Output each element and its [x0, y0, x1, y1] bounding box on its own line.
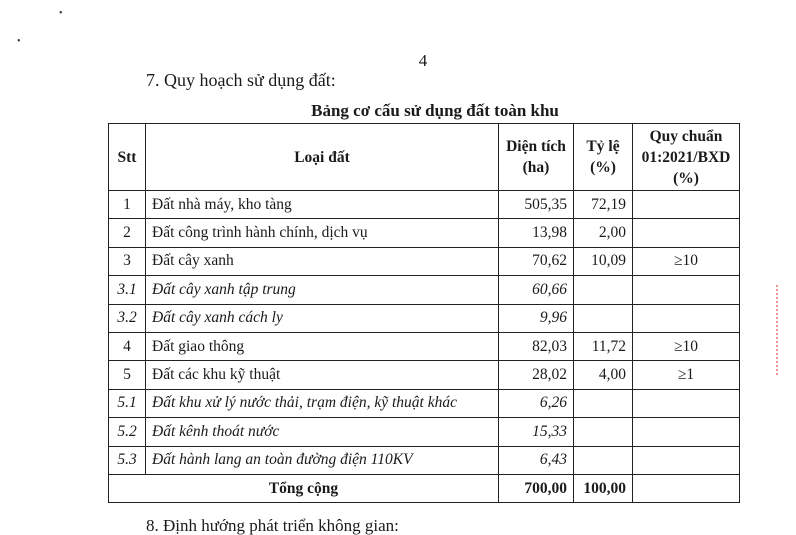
row-land-type: Đất các khu kỹ thuật: [146, 361, 499, 389]
row-ratio: [574, 389, 633, 417]
row-stt: 5.1: [109, 389, 146, 417]
row-standard: [633, 191, 740, 219]
row-area: 82,03: [499, 332, 574, 360]
table-row: [109, 304, 740, 332]
table-header-row: [109, 124, 740, 191]
header-ratio-line2: (%): [590, 159, 616, 176]
table-row: [109, 389, 740, 417]
header-area-line1: Diện tích: [506, 138, 566, 155]
section-heading: 7. Quy hoạch sử dụng đất:: [146, 70, 336, 90]
row-ratio: 2,00: [574, 219, 633, 247]
header-standard-line2: 01:2021/BXD: [641, 148, 731, 166]
table-row: [109, 418, 740, 446]
row-area: 70,62: [499, 247, 574, 275]
row-land-type: Đất cây xanh cách ly: [146, 304, 499, 332]
row-area: 6,26: [499, 389, 574, 417]
row-stt: 3: [109, 247, 146, 275]
scan-dot: •: [17, 36, 21, 47]
row-ratio: [574, 276, 633, 304]
row-standard: [633, 389, 740, 417]
total-row: [109, 474, 740, 502]
total-area: 700,00: [499, 474, 574, 502]
row-standard: [633, 304, 740, 332]
row-stt: 5: [109, 361, 146, 389]
row-standard: [633, 446, 740, 474]
next-section-heading: 8. Định hướng phát triển không gian:: [146, 516, 399, 535]
row-land-type: Đất cây xanh: [146, 247, 499, 275]
header-area-line2: (ha): [522, 159, 550, 176]
header-standard-line3: (%): [673, 169, 699, 187]
row-standard: ≥10: [633, 332, 740, 360]
row-stt: 5.3: [109, 446, 146, 474]
row-standard: ≥10: [633, 247, 740, 275]
table-row: [109, 446, 740, 474]
row-standard: ≥1: [633, 361, 740, 389]
row-land-type: Đất khu xử lý nước thải, trạm điện, kỹ thuật khác: [146, 389, 499, 417]
row-ratio: 72,19: [574, 191, 633, 219]
row-land-type: Đất công trình hành chính, dịch vụ: [146, 219, 499, 247]
row-area: 9,96: [499, 304, 574, 332]
row-land-type: Đất hành lang an toàn đường điện 110KV: [146, 446, 499, 474]
row-area: 13,98: [499, 219, 574, 247]
row-land-type: Đất kênh thoát nước: [146, 418, 499, 446]
row-ratio: [574, 304, 633, 332]
total-ratio: 100,00: [574, 474, 633, 502]
row-area: 60,66: [499, 276, 574, 304]
row-land-type: Đất cây xanh tập trung: [146, 276, 499, 304]
header-stt: Stt: [109, 124, 146, 191]
row-land-type: Đất giao thông: [146, 332, 499, 360]
row-stt: 1: [109, 191, 146, 219]
table-row: [109, 332, 740, 360]
header-standard: [633, 124, 740, 191]
row-area: 15,33: [499, 418, 574, 446]
row-ratio: 4,00: [574, 361, 633, 389]
row-land-type: Đất nhà máy, kho tàng: [146, 191, 499, 219]
land-use-table: [108, 123, 740, 503]
row-area: 505,35: [499, 191, 574, 219]
row-standard: [633, 219, 740, 247]
red-stamp-edge: [776, 285, 796, 375]
page-number: 4: [418, 51, 428, 70]
row-ratio: [574, 446, 633, 474]
row-stt: 5.2: [109, 418, 146, 446]
row-area: 6,43: [499, 446, 574, 474]
row-stt: 3.2: [109, 304, 146, 332]
row-stt: 4: [109, 332, 146, 360]
row-stt: 2: [109, 219, 146, 247]
header-land-type: Loại đất: [146, 124, 499, 191]
table-row: [109, 361, 740, 389]
header-standard-line1: Quy chuẩn: [649, 127, 723, 145]
row-ratio: 11,72: [574, 332, 633, 360]
table-row: [109, 191, 740, 219]
row-ratio: [574, 418, 633, 446]
header-ratio-line1: Tỷ lệ: [586, 138, 620, 155]
header-area: [499, 124, 574, 191]
total-standard: [633, 474, 740, 502]
row-standard: [633, 276, 740, 304]
table-caption: Bảng cơ cấu sử dụng đất toàn khu: [311, 101, 559, 120]
row-ratio: 10,09: [574, 247, 633, 275]
table-row: [109, 219, 740, 247]
row-standard: [633, 418, 740, 446]
table-row: [109, 247, 740, 275]
scan-dot: •: [59, 8, 63, 19]
total-label: Tổng cộng: [109, 474, 499, 502]
header-ratio: [574, 124, 633, 191]
row-area: 28,02: [499, 361, 574, 389]
table-row: [109, 276, 740, 304]
row-stt: 3.1: [109, 276, 146, 304]
